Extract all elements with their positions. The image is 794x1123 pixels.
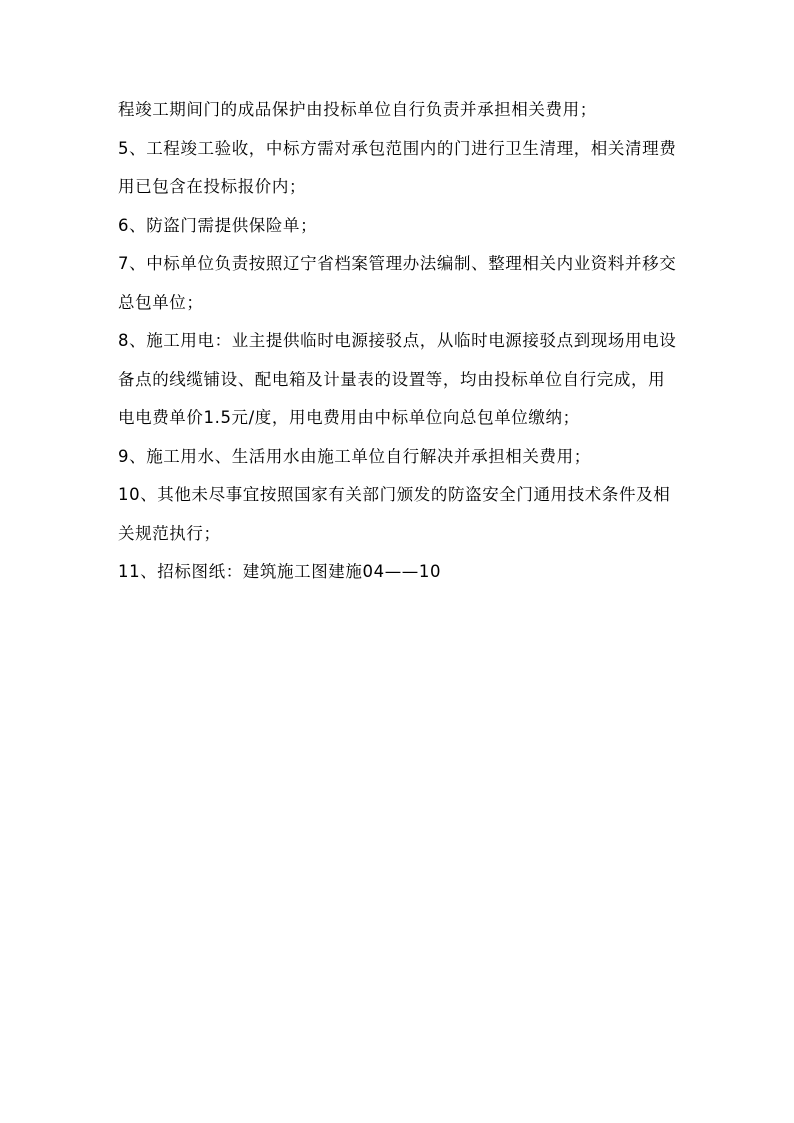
paragraph-line: 9、施工用水、生活用水由施工单位自行解决并承担相关费用； xyxy=(118,446,591,466)
paragraph-line: 11、招标图纸：建筑施工图建施04——10 xyxy=(118,562,442,581)
paragraph-line: 8、施工用电：业主提供临时电源接驳点，从临时电源接驳点到现场用电设 xyxy=(118,331,677,350)
paragraph-line: 程竣工期间门的成品保护由投标单位自行负责并承担相关费用； xyxy=(118,100,597,119)
paragraph-line: 5、工程竣工验收，中标方需对承包范围内的门进行卫生清理，相关清理费 xyxy=(118,138,677,158)
paragraph-line: 电电费单价1.5元/度，用电费用由中标单位向总包单位缴纳； xyxy=(118,408,580,427)
paragraph-line: 关规范执行； xyxy=(118,523,221,543)
paragraph-line: 备点的线缆铺设、配电箱及计量表的设置等，均由投标单位自行完成，用 xyxy=(118,369,666,389)
paragraph-line: 10、其他未尽事宜按照国家有关部门颁发的防盗安全门通用技术条件及相 xyxy=(118,485,671,504)
paragraph-line: 7、中标单位负责按照辽宁省档案管理办法编制、整理相关内业资料并移交 xyxy=(118,254,677,273)
paragraph-line: 6、防盗门需提供保险单； xyxy=(118,215,318,235)
paragraph-line: 总包单位； xyxy=(118,292,204,312)
document-body xyxy=(118,100,718,601)
paragraph-line: 用已包含在投标报价内； xyxy=(118,177,307,196)
